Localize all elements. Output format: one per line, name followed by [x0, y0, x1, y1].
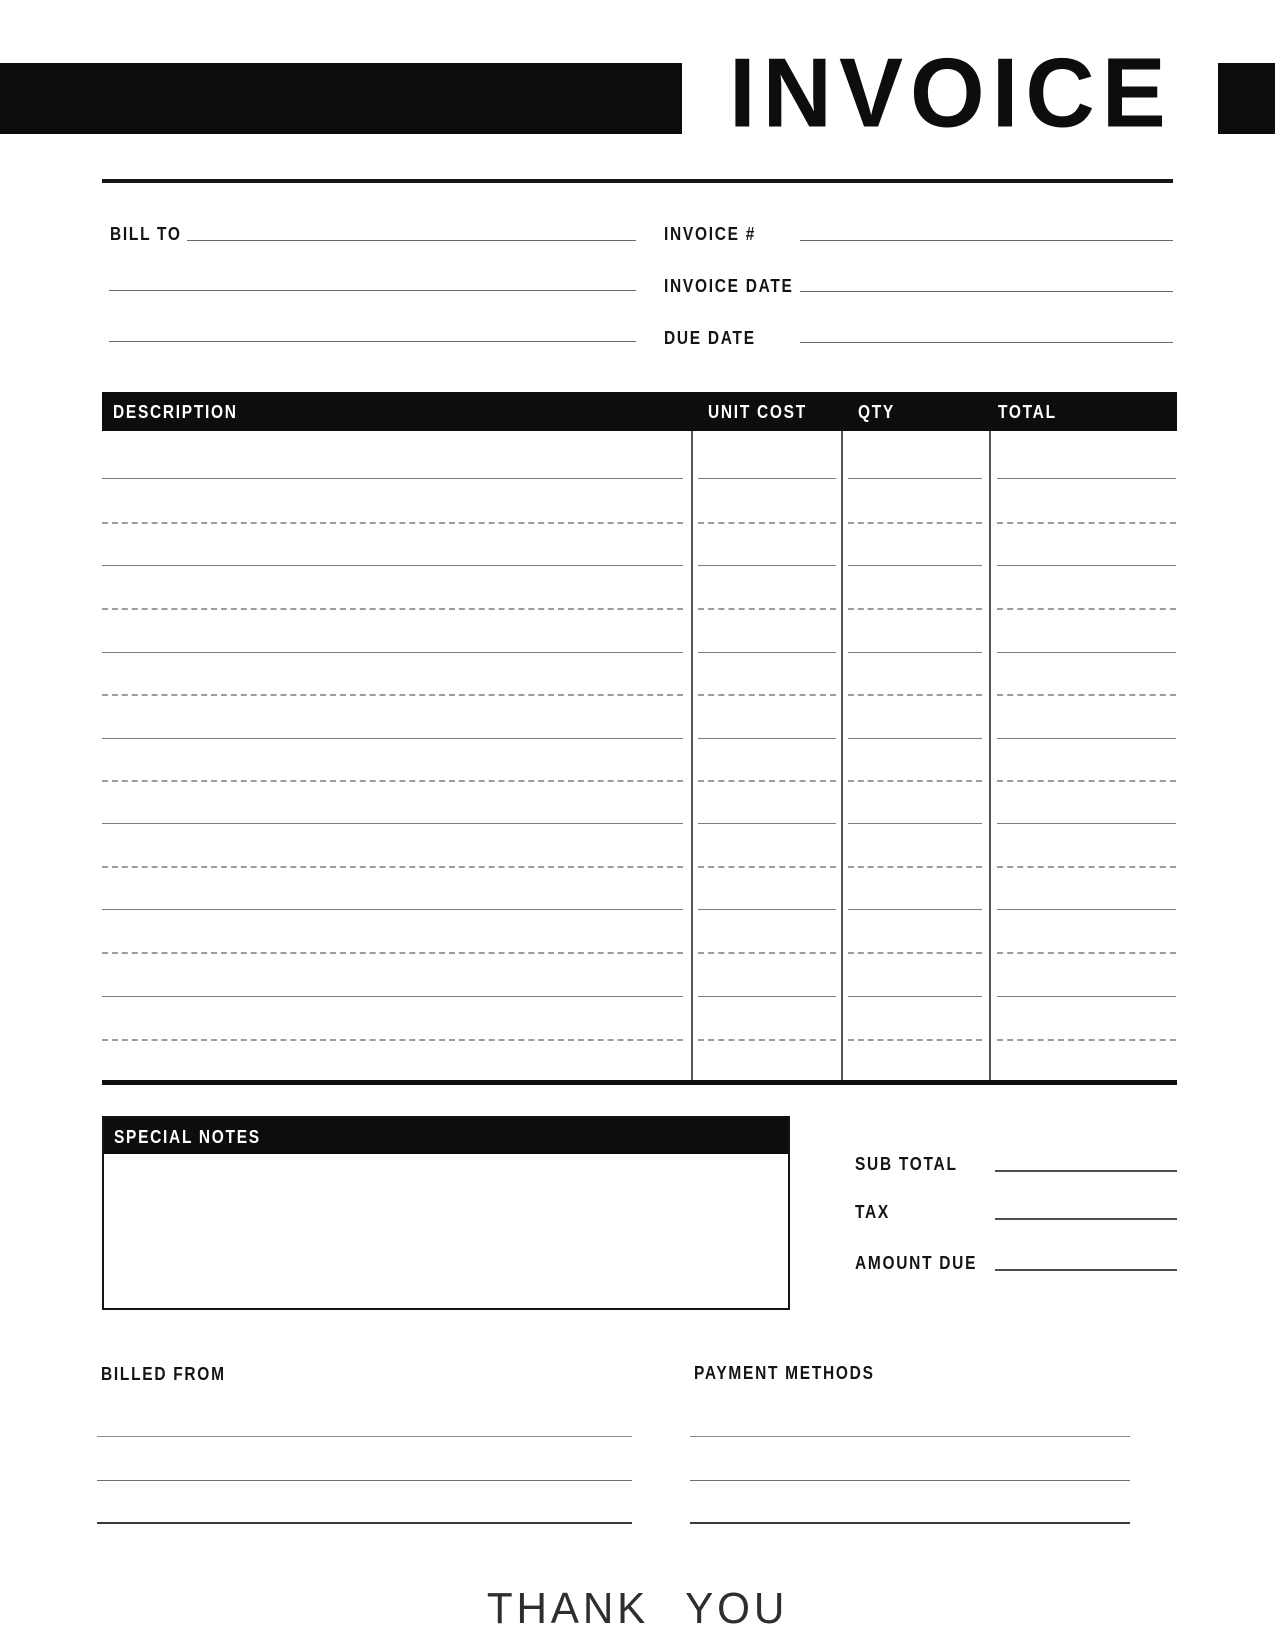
table-row-1-col-2-line[interactable]: [698, 478, 836, 479]
table-row-10-col-4-line[interactable]: [997, 866, 1176, 868]
table-row-3-col-4-line[interactable]: [997, 565, 1176, 566]
billed-from-label: BILLED FROM: [101, 1364, 226, 1384]
table-row-5-col-2-line[interactable]: [698, 652, 836, 653]
invoice-number-input-line[interactable]: [800, 240, 1173, 241]
table-row-5-col-1-line[interactable]: [102, 652, 683, 653]
table-row-4-col-4-line[interactable]: [997, 608, 1176, 610]
table-row-1-col-1-line[interactable]: [102, 478, 683, 479]
table-row-13-col-1-line[interactable]: [102, 996, 683, 997]
table-row-1-col-4-line[interactable]: [997, 478, 1176, 479]
amount-due-label: AMOUNT DUE: [855, 1253, 978, 1273]
table-row-13-col-2-line[interactable]: [698, 996, 836, 997]
invoice-number-label: INVOICE #: [664, 224, 757, 244]
amount-due-input-line[interactable]: [995, 1269, 1177, 1271]
column-header-total: TOTAL: [998, 402, 1057, 422]
column-header-description: DESCRIPTION: [113, 402, 238, 422]
due-date-input-line[interactable]: [800, 342, 1173, 343]
header-black-square: [1218, 63, 1275, 134]
payment-methods-input-line-1[interactable]: [690, 1436, 1130, 1437]
table-row-9-col-3-line[interactable]: [848, 823, 982, 824]
table-row-2-col-1-line[interactable]: [102, 522, 683, 524]
billed-from-input-line-3[interactable]: [97, 1522, 632, 1524]
invoice-date-label: INVOICE DATE: [664, 276, 794, 296]
page-title: INVOICE: [729, 38, 1173, 149]
table-row-13-col-4-line[interactable]: [997, 996, 1176, 997]
table-row-6-col-1-line[interactable]: [102, 694, 683, 696]
payment-methods-input-line-2[interactable]: [690, 1480, 1130, 1481]
table-row-11-col-3-line[interactable]: [848, 909, 982, 910]
table-row-7-col-2-line[interactable]: [698, 738, 836, 739]
table-row-12-col-1-line[interactable]: [102, 952, 683, 954]
table-row-14-col-3-line[interactable]: [848, 1039, 982, 1041]
table-row-11-col-1-line[interactable]: [102, 909, 683, 910]
table-row-5-col-3-line[interactable]: [848, 652, 982, 653]
table-row-2-col-4-line[interactable]: [997, 522, 1176, 524]
table-row-14-col-4-line[interactable]: [997, 1039, 1176, 1041]
table-row-10-col-3-line[interactable]: [848, 866, 982, 868]
table-row-11-col-4-line[interactable]: [997, 909, 1176, 910]
table-row-13-col-3-line[interactable]: [848, 996, 982, 997]
table-row-4-col-3-line[interactable]: [848, 608, 982, 610]
invoice-date-input-line[interactable]: [800, 291, 1173, 292]
bill-to-input-line-1[interactable]: [187, 240, 636, 241]
table-row-10-col-1-line[interactable]: [102, 866, 683, 868]
table-row-9-col-4-line[interactable]: [997, 823, 1176, 824]
table-row-9-col-2-line[interactable]: [698, 823, 836, 824]
payment-methods-label: PAYMENT METHODS: [694, 1363, 875, 1383]
table-row-8-col-4-line[interactable]: [997, 780, 1176, 782]
table-bottom-rule: [102, 1080, 1177, 1085]
table-row-3-col-1-line[interactable]: [102, 565, 683, 566]
header-rule: [102, 179, 1173, 183]
billed-from-input-line-2[interactable]: [97, 1480, 632, 1481]
table-row-7-col-1-line[interactable]: [102, 738, 683, 739]
table-row-12-col-2-line[interactable]: [698, 952, 836, 954]
column-header-qty: QTY: [858, 402, 895, 422]
table-row-14-col-1-line[interactable]: [102, 1039, 683, 1041]
header-black-bar: [0, 63, 682, 134]
table-row-6-col-3-line[interactable]: [848, 694, 982, 696]
tax-label: TAX: [855, 1202, 890, 1222]
table-row-2-col-2-line[interactable]: [698, 522, 836, 524]
table-row-7-col-4-line[interactable]: [997, 738, 1176, 739]
table-row-5-col-4-line[interactable]: [997, 652, 1176, 653]
column-divider-1: [691, 431, 693, 1081]
column-divider-2: [841, 431, 843, 1081]
thank-you-text: THANK YOU: [486, 1584, 789, 1633]
table-row-9-col-1-line[interactable]: [102, 823, 683, 824]
table-row-8-col-3-line[interactable]: [848, 780, 982, 782]
bill-to-input-line-3[interactable]: [109, 341, 636, 342]
due-date-label: DUE DATE: [664, 328, 756, 348]
table-row-14-col-2-line[interactable]: [698, 1039, 836, 1041]
table-row-7-col-3-line[interactable]: [848, 738, 982, 739]
table-row-3-col-3-line[interactable]: [848, 565, 982, 566]
table-row-4-col-1-line[interactable]: [102, 608, 683, 610]
table-row-10-col-2-line[interactable]: [698, 866, 836, 868]
table-row-4-col-2-line[interactable]: [698, 608, 836, 610]
table-row-12-col-3-line[interactable]: [848, 952, 982, 954]
tax-input-line[interactable]: [995, 1218, 1177, 1220]
table-row-6-col-4-line[interactable]: [997, 694, 1176, 696]
bill-to-label: BILL TO: [110, 224, 182, 244]
sub-total-input-line[interactable]: [995, 1170, 1177, 1172]
table-row-8-col-2-line[interactable]: [698, 780, 836, 782]
column-divider-3: [989, 431, 991, 1081]
special-notes-label: SPECIAL NOTES: [114, 1127, 261, 1147]
special-notes-box[interactable]: [102, 1116, 790, 1310]
bill-to-input-line-2[interactable]: [109, 290, 636, 291]
special-notes-header: [104, 1118, 788, 1154]
table-row-3-col-2-line[interactable]: [698, 565, 836, 566]
table-row-6-col-2-line[interactable]: [698, 694, 836, 696]
table-header: [102, 392, 1177, 431]
column-header-unit-cost: UNIT COST: [708, 402, 807, 422]
table-row-8-col-1-line[interactable]: [102, 780, 683, 782]
payment-methods-input-line-3[interactable]: [690, 1522, 1130, 1524]
table-row-2-col-3-line[interactable]: [848, 522, 982, 524]
sub-total-label: SUB TOTAL: [855, 1154, 958, 1174]
table-row-1-col-3-line[interactable]: [848, 478, 982, 479]
table-row-12-col-4-line[interactable]: [997, 952, 1176, 954]
table-row-11-col-2-line[interactable]: [698, 909, 836, 910]
billed-from-input-line-1[interactable]: [97, 1436, 632, 1437]
